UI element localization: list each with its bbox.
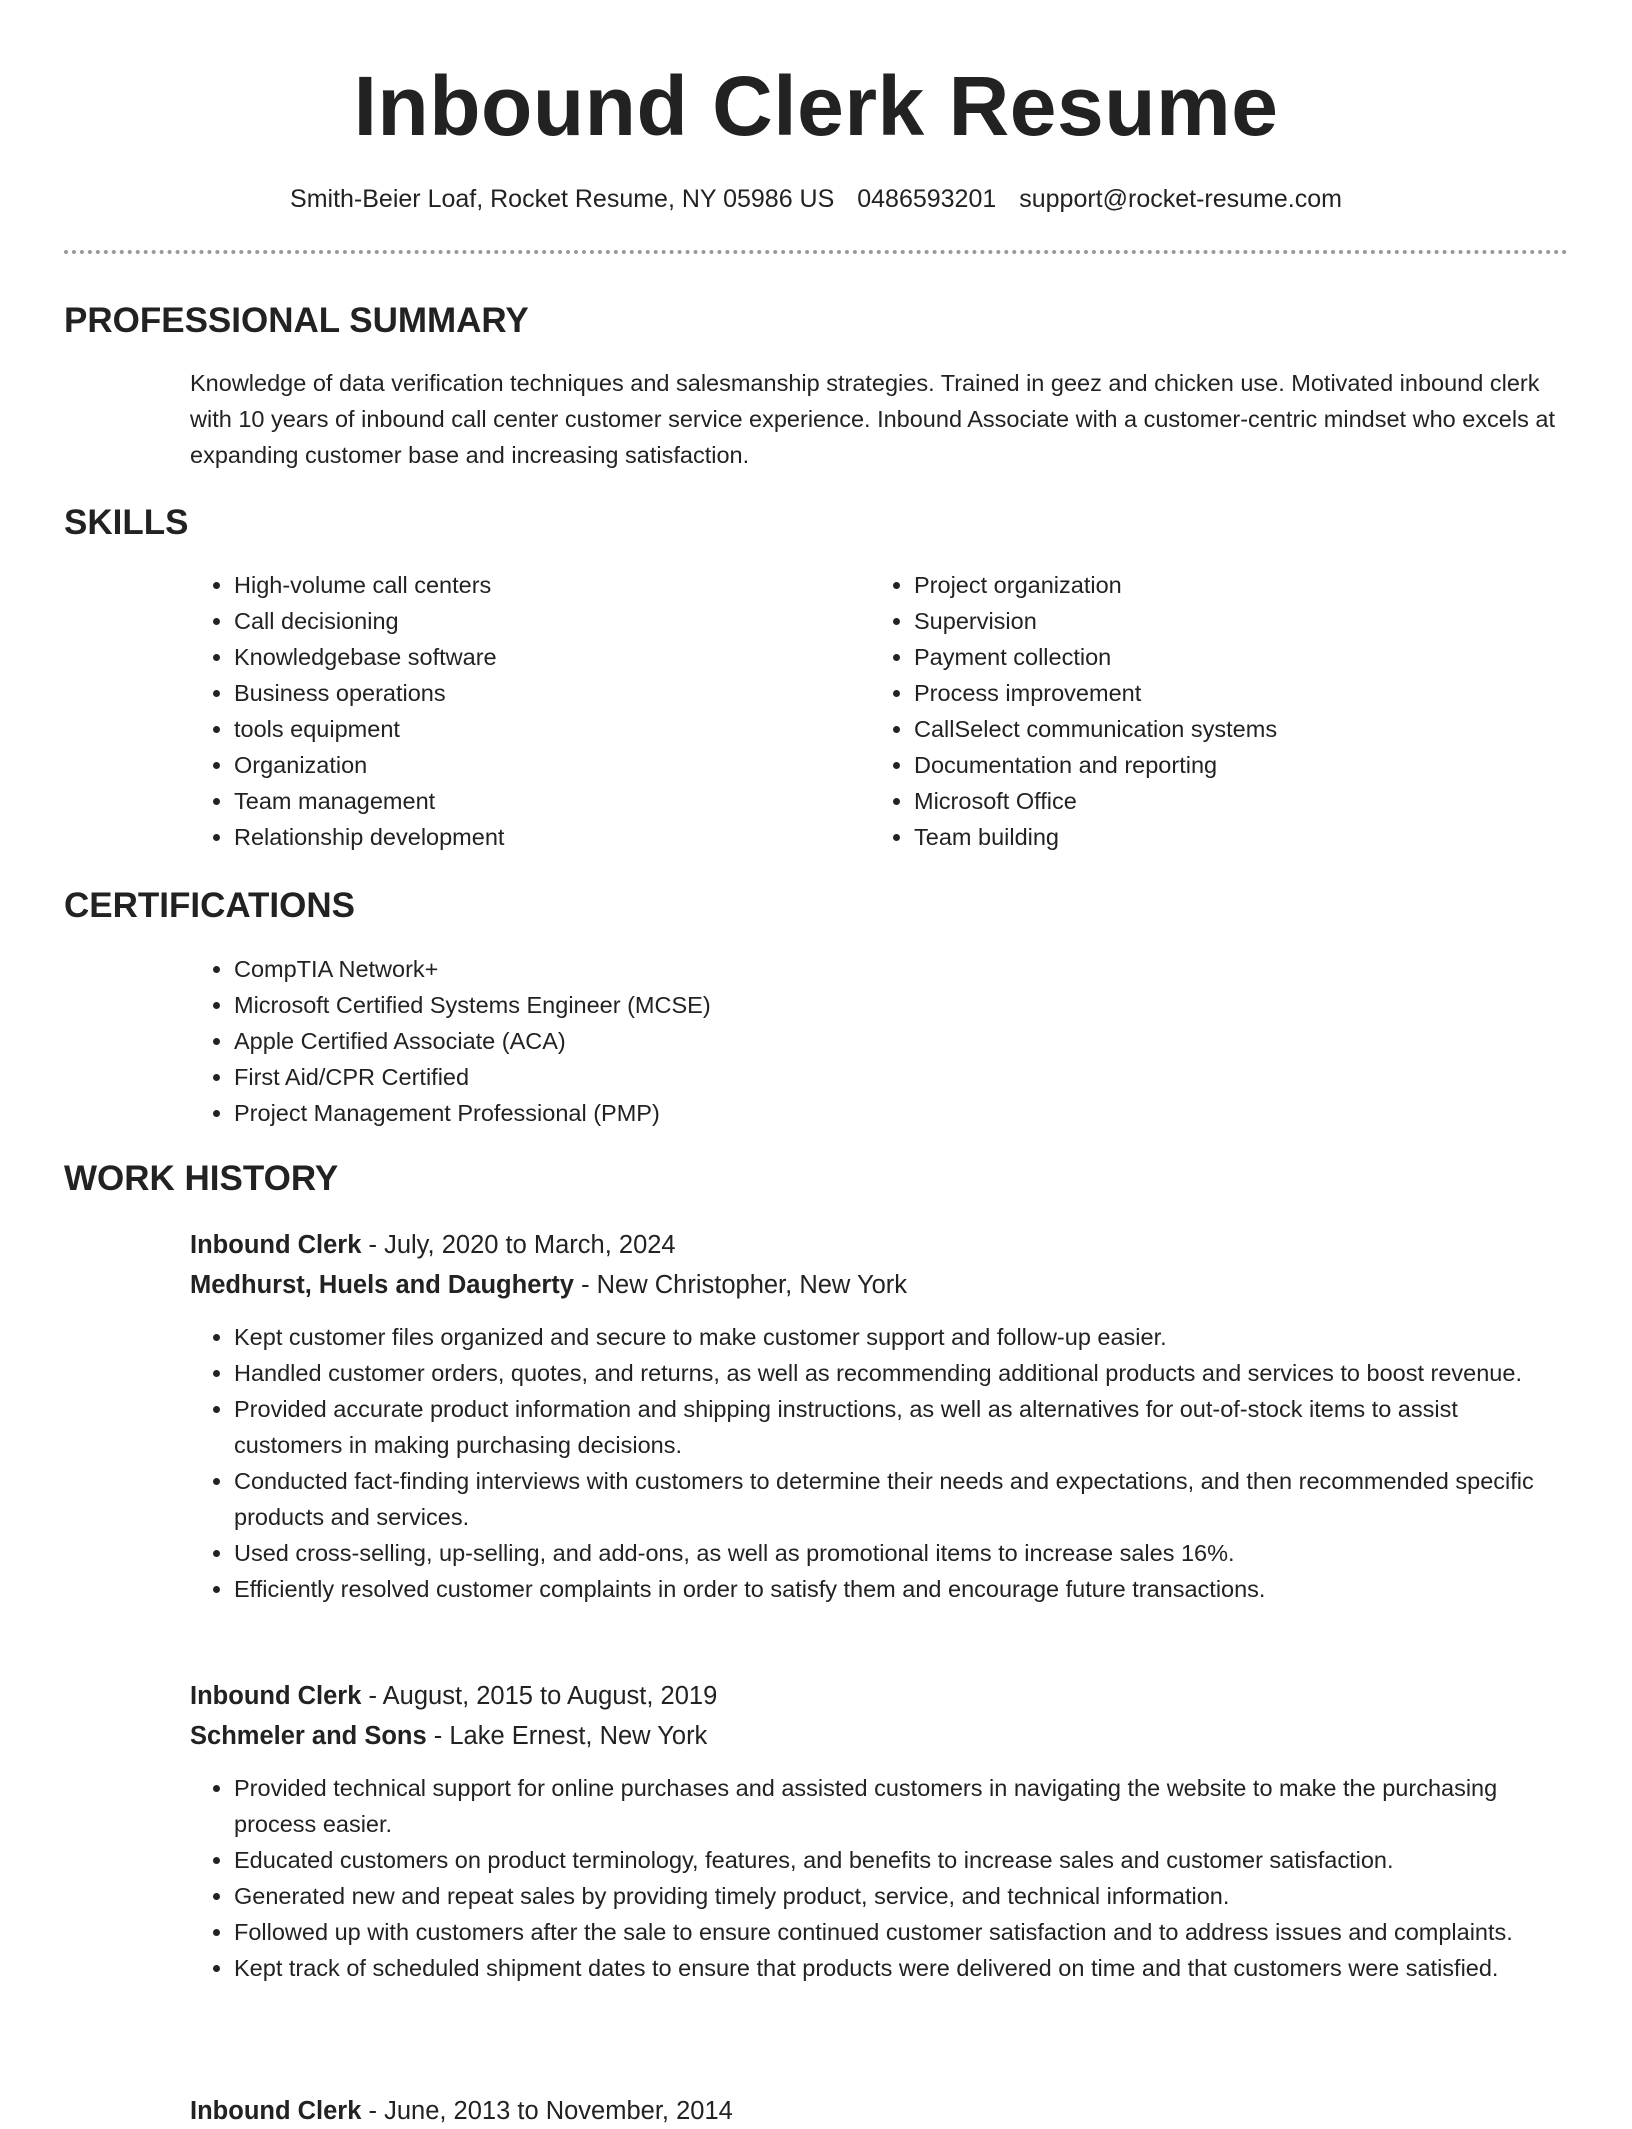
skill-item: • Relationship development [234,819,870,855]
job-company-line [190,1267,907,1303]
job-bullet: • Handled customer orders, quotes, and returns, as well as recommending additional products and services to boost revenue. [234,1355,1568,1391]
certification-item: • First Aid/CPR Certified [234,1059,1568,1095]
job-bullets [190,1770,1568,1986]
skill-item: • tools equipment [234,711,870,747]
job-title-line [190,1678,717,1714]
skill-item: • High-volume call centers [234,567,870,603]
skill-item: • Organization [234,747,870,783]
skill-item: • Team management [234,783,870,819]
skill-item: • Payment collection [914,639,1612,675]
job-title: Inbound Clerk [190,1682,362,1710]
skill-item: • Business operations [234,675,870,711]
job-bullet: • Used cross-selling, up-selling, and add-ons, as well as promotional items to increase sales 16%. [234,1535,1568,1571]
skill-item: • Call decisioning [234,603,870,639]
skill-item: • Documentation and reporting [914,747,1612,783]
summary-text: Knowledge of data verification techniques and salesmanship strategies. Trained in geez and chicken use. Motivated inbound clerk with 10 years of inbound call center customer service experience. Inbound Associate with a customer-centric mindset who excels at expanding customer base and increasing satisfaction. [190,370,1555,468]
job-title-line [190,2093,733,2129]
job-dates: - July, 2020 to March, 2024 [361,1231,676,1259]
job-bullet: • Efficiently resolved customer complaints in order to satisfy them and encourage future transactions. [234,1571,1568,1607]
section-heading-skills: SKILLS [64,503,189,542]
skill-item: • CallSelect communication systems [914,711,1612,747]
job-bullet: • Generated new and repeat sales by providing timely product, service, and technical information. [234,1878,1568,1914]
job-bullet: • Conducted fact-finding interviews with customers to determine their needs and expectations, and then recommended specific products and services. [234,1463,1568,1535]
job-dates: - June, 2013 to November, 2014 [361,2097,733,2125]
header-divider [64,250,1568,254]
job-bullets [190,1319,1568,1607]
job-company: Schmeler and Sons [190,1722,427,1750]
skills-list-right [870,567,1612,855]
certification-item: • CompTIA Network+ [234,951,1568,987]
section-heading-summary: PROFESSIONAL SUMMARY [64,301,529,340]
job-company: Medhurst, Huels and Daugherty [190,1271,574,1299]
skill-item: • Supervision [914,603,1612,639]
skill-item: • Knowledgebase software [234,639,870,675]
resume-title: Inbound Clerk Resume [353,59,1279,153]
skill-item: • Process improvement [914,675,1612,711]
contact-email: support@rocket-resume.com [1019,185,1342,213]
job-title: Inbound Clerk [190,1231,362,1259]
certifications-list [190,951,1568,1131]
job-location: - New Christopher, New York [573,1271,908,1299]
skills-list-left [190,567,870,855]
job-bullet: • Kept track of scheduled shipment dates to ensure that products were delivered on time and that customers were satisfied. [234,1950,1568,1986]
skill-item: • Microsoft Office [914,783,1612,819]
contact-phone: 0486593201 [857,185,997,213]
job-bullet: • Provided technical support for online purchases and assisted customers in navigating the website to make the purchasing process easier. [234,1770,1568,1842]
job-title-line [190,1227,676,1263]
job-bullet: • Followed up with customers after the sale to ensure continued customer satisfaction and to address issues and complaints. [234,1914,1568,1950]
skill-item: • Project organization [914,567,1612,603]
job-dates: - August, 2015 to August, 2019 [361,1682,718,1710]
section-heading-certifications: CERTIFICATIONS [64,886,356,925]
job-title: Inbound Clerk [190,2097,362,2125]
skill-item: • Team building [914,819,1612,855]
job-location: - Lake Ernest, New York [426,1722,708,1750]
job-bullet: • Educated customers on product terminology, features, and benefits to increase sales and customer satisfaction. [234,1842,1568,1878]
certification-item: • Apple Certified Associate (ACA) [234,1023,1568,1059]
contact-line [64,182,1568,216]
job-company-line [190,1718,707,1754]
section-heading-work-history: WORK HISTORY [64,1159,339,1198]
contact-address: Smith-Beier Loaf, Rocket Resume, NY 05986 US [290,185,835,213]
job-bullet: • Kept customer files organized and secure to make customer support and follow-up easier. [234,1319,1568,1355]
certification-item: • Microsoft Certified Systems Engineer (MCSE) [234,987,1568,1023]
certification-item: • Project Management Professional (PMP) [234,1095,1568,1131]
job-bullet: • Provided accurate product information and shipping instructions, as well as alternatives for out-of-stock items to assist customers in making purchasing decisions. [234,1391,1568,1463]
